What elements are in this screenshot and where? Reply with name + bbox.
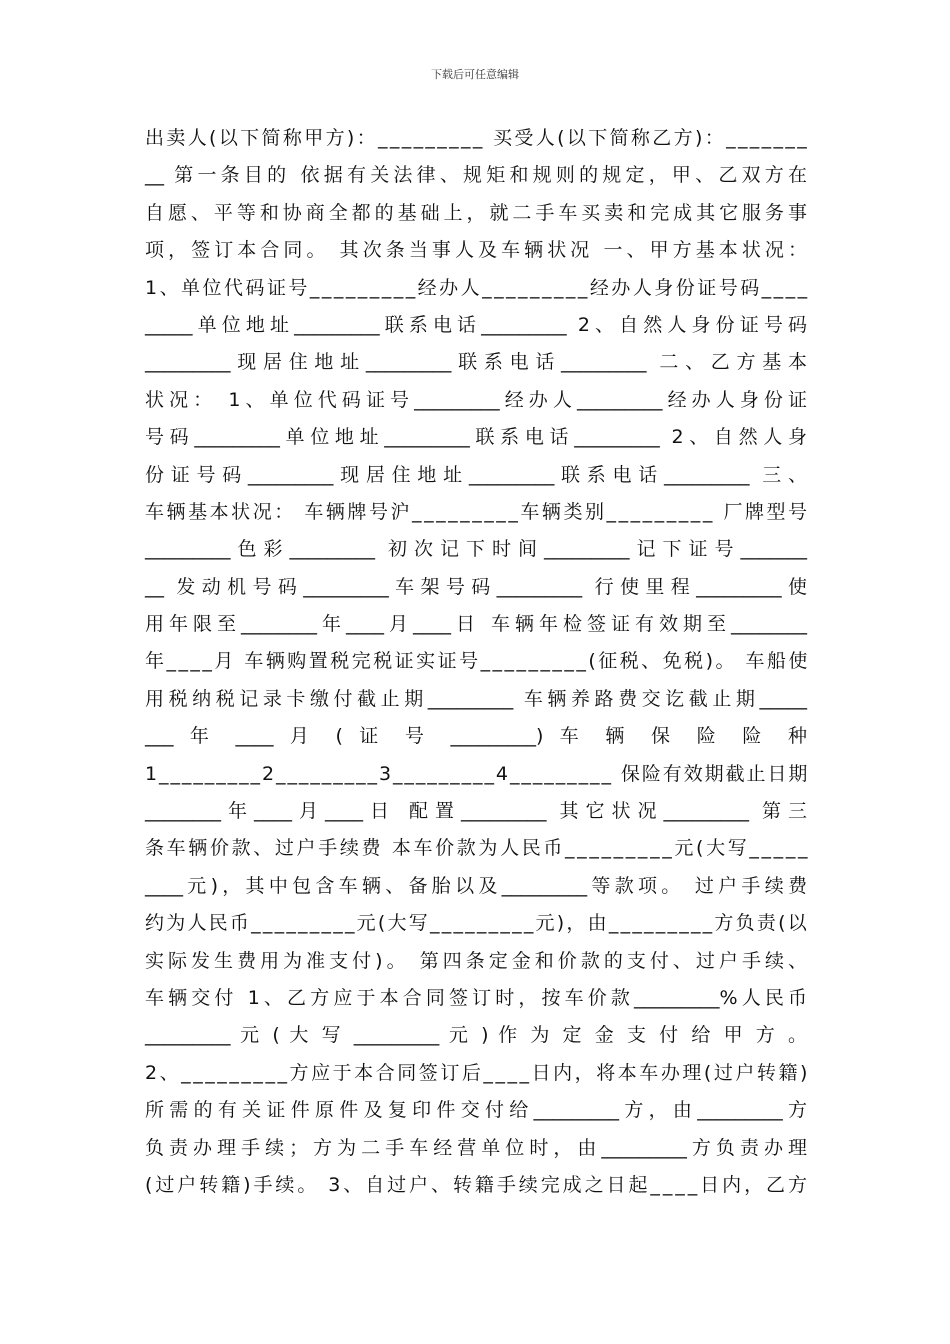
- contract-text-line: 号码_________单位地址_________联系电话_________ 2、自然人身: [145, 426, 807, 449]
- contract-text-line: _____单位地址_________联系电话_________ 2、自然人身份证号码: [145, 313, 807, 336]
- contract-text-line: 1_________2_________3_________4_________ 保险有效期截止日期: [145, 762, 810, 785]
- contract-text-line: __ 发动机号码_________车架号码_________ 行使里程_________使: [145, 575, 807, 598]
- contract-text-line: _________色彩_________ 初次记下时间_________记下证号_______: [145, 538, 807, 561]
- contract-body: [145, 120, 811, 1204]
- contract-text-line: 条车辆价款、过户手续费 本车价款为人民币_________元(大写_____: [145, 837, 811, 860]
- contract-text-line: _________ 元 ( 大 写 _________ 元 ) 作 为 定 金 支 付 给 甲 方 。: [145, 1024, 807, 1047]
- contract-text-line: 约为人民币_________元(大写_________元)，由_________方负责(以: [145, 912, 809, 935]
- contract-text-line: 年____月 车辆购置税完税证实证号_________(征税、免税)。 车船使: [145, 650, 810, 673]
- contract-text-line: 用年限至________年____月____日 车辆年检签证有效期至________: [145, 613, 807, 636]
- contract-text-line: 出卖人(以下简称甲方)：_________ 买受人(以下简称乙方)：_______: [145, 127, 810, 149]
- contract-text-line: ___ 年 ____ 月 ( 证 号 _________) 车 辆 保 险 险 种: [145, 725, 807, 748]
- contract-text-line: 状况： 1、单位代码证号_________经办人_________经办人身份证: [145, 388, 807, 411]
- contract-text-line: (过户转籍)手续。 3、自过户、转籍手续完成之日起____日内，乙方: [145, 1173, 810, 1196]
- contract-text-line: ____元)，其中包含车辆、备胎以及_________等款项。 过户手续费: [145, 874, 807, 897]
- contract-text-line: __ 第一条目的 依据有关法律、规矩和规则的规定，甲、乙双方在: [145, 164, 807, 187]
- contract-text-line: 所需的有关证件原件及复印件交付给_________方，由_________方: [145, 1099, 807, 1122]
- contract-text-line: 实际发生费用为准支付)。 第四条定金和价款的支付、过户手续、: [145, 949, 807, 972]
- contract-text-line: 负责办理手续；方为二手车经营单位时，由_________方负责办理: [145, 1136, 807, 1159]
- contract-text-line: 用税纳税记录卡缴付截止期_________ 车辆养路费交讫截止期_____: [145, 687, 807, 710]
- contract-text-line: _________现居住地址_________联系电话_________ 二、乙方基本: [145, 351, 807, 374]
- contract-text-line: 2、_________方应于本合同签订后____日内，将本车办理(过户转籍): [145, 1061, 810, 1084]
- contract-text-line: 车辆基本状况： 车辆牌号沪_________车辆类别_________ 厂牌型号: [145, 500, 810, 523]
- contract-text-line: 自愿、平等和协商全都的基础上，就二手车买卖和完成其它服务事: [145, 201, 807, 224]
- page-header: 下载后可任意编辑: [431, 68, 519, 81]
- contract-text-line: 1、单位代码证号_________经办人_________经办人身份证号码____: [145, 276, 810, 299]
- contract-text-line: ________年____月____日 配置_________ 其它状况_________ 第三: [145, 800, 807, 823]
- contract-text-line: 项，签订本合同。 其次条当事人及车辆状况 一、甲方基本状况：: [145, 239, 807, 262]
- contract-text-line: 份证号码_________现居住地址_________联系电话_________ 三、: [145, 463, 807, 486]
- contract-text-line: 车辆交付 1、乙方应于本合同签订时，按车价款_________%人民币: [145, 986, 807, 1009]
